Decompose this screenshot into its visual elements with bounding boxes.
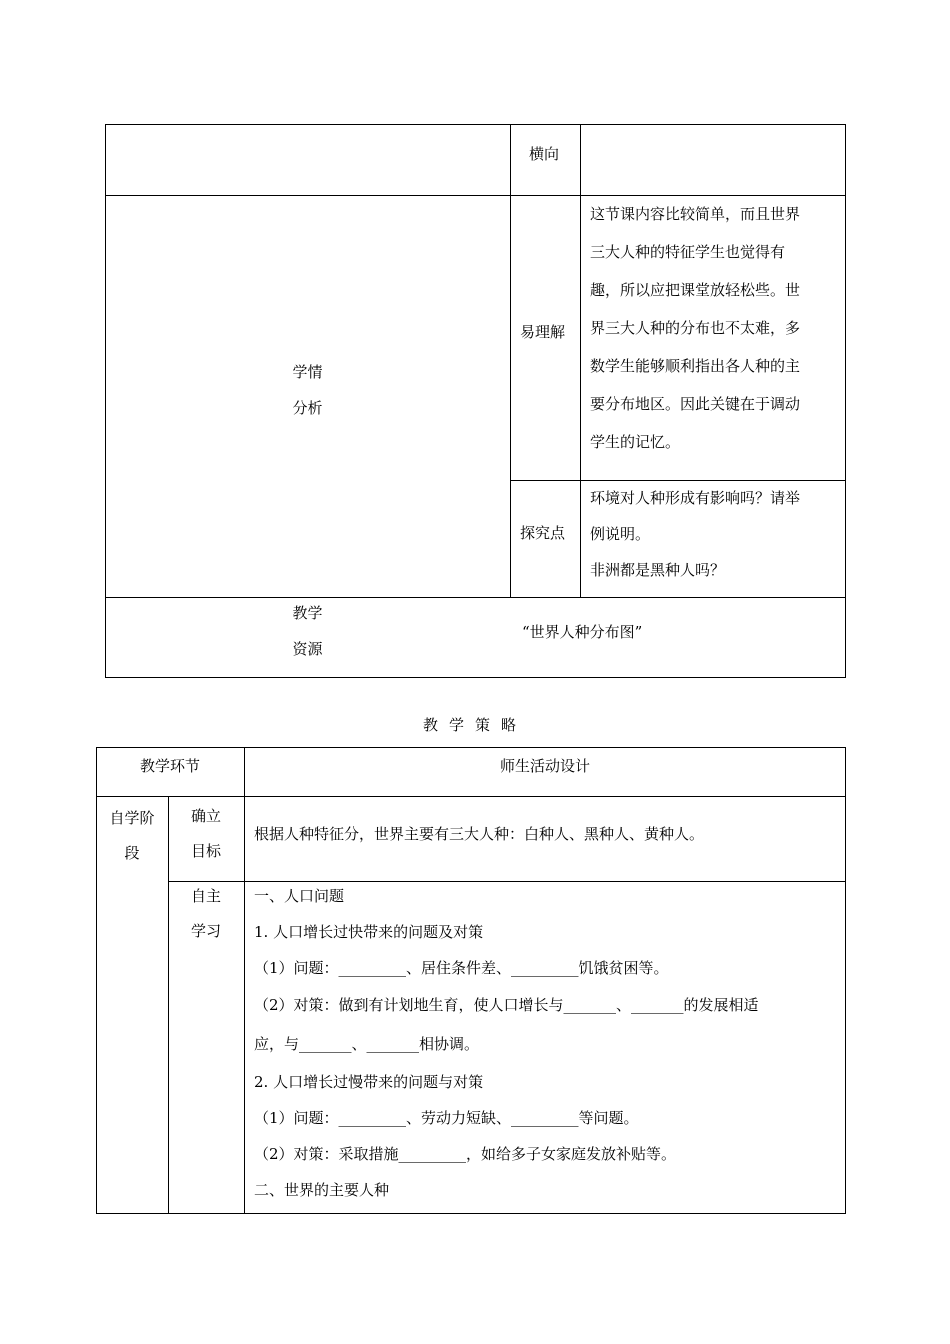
study-line: 2. 人口增长过慢带来的问题与对策: [254, 1073, 484, 1091]
resources-label-line1: 教学: [292, 604, 323, 622]
study-line: （2）对策：采取措施_________，如给多子女家庭发放补贴等。: [254, 1145, 677, 1163]
study-label-line2: 学习: [190, 922, 221, 940]
header-stage: 教学环节: [139, 757, 200, 775]
table-border: [510, 124, 511, 598]
analysis-table: [105, 124, 846, 678]
easy-line: 学生的记忆。: [590, 433, 681, 451]
study-line: （2）对策：做到有计划地生育，使人口增长与_______、_______的发展相适: [254, 996, 759, 1014]
section-label-line1: 学情: [292, 363, 323, 381]
horizontal-label: 横向: [529, 145, 560, 163]
strategy-table: [96, 747, 846, 1214]
table-border: [580, 124, 581, 598]
table-border: [96, 747, 846, 748]
table-border: [845, 124, 846, 678]
study-line: 二、世界的主要人种: [254, 1181, 390, 1199]
explore-text: [590, 480, 800, 588]
goal-text: 根据人种特征分，世界主要有三大人种：白种人、黑种人、黄种人。: [254, 825, 705, 843]
easy-line: 趣，所以应把课堂放轻松些。世: [590, 281, 801, 299]
strategy-title: 教学策略: [422, 716, 527, 734]
table-border: [105, 124, 846, 125]
easy-line: 这节课内容比较简单，而且世界: [590, 205, 801, 223]
study-text: [254, 878, 759, 1208]
table-border: [244, 747, 245, 1214]
stage-label-line2: 段: [124, 844, 140, 862]
section-label-line2: 分析: [292, 399, 323, 417]
easy-label: 易理解: [520, 323, 566, 341]
table-border: [105, 597, 846, 598]
explore-line: 非洲都是黑种人吗？: [590, 561, 726, 579]
study-line: 一、人口问题: [254, 887, 345, 905]
table-border: [105, 677, 846, 678]
easy-line: 要分布地区。因此关键在于调动: [590, 395, 801, 413]
goal-label-line1: 确立: [190, 807, 221, 825]
resources-label-line2: 资源: [292, 640, 323, 658]
easy-line: 三大人种的特征学生也觉得有: [590, 243, 786, 261]
header-design: 师生活动设计: [499, 757, 590, 775]
easy-line: 界三大人种的分布也不太难，多: [590, 319, 801, 337]
study-line: （1）问题：_________、劳动力短缺、_________等问题。: [254, 1109, 639, 1127]
explore-label: 探究点: [520, 524, 566, 542]
resources-value: “世界人种分布图”: [522, 623, 643, 641]
easy-text: [590, 195, 840, 461]
explore-line: 例说明。: [590, 525, 651, 543]
table-border: [96, 1213, 846, 1214]
easy-line: 数学生能够顺利指出各人种的主: [590, 357, 801, 375]
table-border: [96, 796, 846, 797]
study-label-line1: 自主: [190, 887, 221, 905]
study-line: 1. 人口增长过快带来的问题及对策: [254, 923, 484, 941]
goal-label-line2: 目标: [190, 842, 221, 860]
table-border: [845, 747, 846, 1214]
stage-label-line1: 自学阶: [109, 809, 155, 827]
explore-line: 环境对人种形成有影响吗？请举: [590, 489, 801, 507]
study-line: （1）问题：_________、居住条件差、_________饥饿贫困等。: [254, 959, 669, 977]
study-line: 应，与_______、_______相协调。: [254, 1035, 480, 1053]
